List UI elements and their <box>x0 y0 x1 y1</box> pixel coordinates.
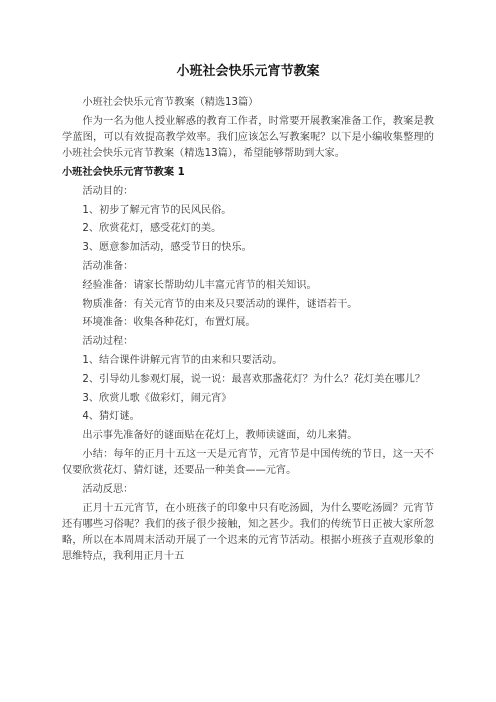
body-paragraph: 经验准备：请家长帮助幼儿丰富元宵节的相关知识。 <box>82 279 317 291</box>
body-paragraph: 出示事先准备好的谜面贴在花灯上，教师读谜面，幼儿来猜。 <box>82 430 358 442</box>
body-paragraph: 活动目的： <box>82 185 134 197</box>
body-paragraph: 2、引导幼儿参观灯展，说一说：最喜欢那盏花灯？为什么？花灯美在哪儿？ <box>82 373 426 385</box>
document-body <box>62 95 434 568</box>
body-paragraph: 活动准备： <box>82 260 134 272</box>
body-paragraph: 物质准备：有关元宵节的由来及只要活动的课件，谜语若干。 <box>82 298 358 310</box>
body-paragraph: 环境准备：收集各种花灯，布置灯展。 <box>82 317 256 329</box>
body-paragraph: 3、欣赏儿歌《做彩灯，闹元宵》 <box>82 392 232 404</box>
section-heading: 小班社会快乐元宵节教案 1 <box>62 167 185 178</box>
body-paragraph: 3、愿意参加活动，感受节日的快乐。 <box>82 242 252 254</box>
body-paragraph: 小结：每年的正月十五这一天是元宵节，元宵节是中国传统的节日，这一天不仅要欣赏花灯、猜灯谜，还要品一种美食——元宵。 <box>62 448 434 477</box>
body-paragraph: 小班社会快乐元宵节教案（精选13篇） <box>82 97 259 108</box>
body-paragraph: 4、猜灯谜。 <box>82 411 140 423</box>
body-paragraph: 正月十五元宵节，在小班孩子的印象中只有吃汤圆，为什么要吃汤圆？元宵节还有哪些习俗呢？我们的孩子很少接触，知之甚少。我们的传统节日正被大家所忽略，所以在本周周末活动开展了一个迟来的元宵节活动。根据小班孩子直观形象的思维特点，我利用正月十五 <box>62 502 434 563</box>
body-paragraph: 1、初步了解元宵节的民风民俗。 <box>82 204 232 216</box>
body-paragraph: 2、欣赏花灯，感受花灯的美。 <box>82 223 222 235</box>
document-title: 小班社会快乐元宵节教案 <box>176 64 320 79</box>
body-paragraph: 作为一名为他人授业解惑的教育工作者，时常要开展教案准备工作，教案是教学蓝图，可以有效提高教学效率。我们应该怎么写教案呢？以下是小编收集整理的小班社会快乐元宵节教案（精选13篇），希望能够帮助到大家。 <box>62 115 434 160</box>
body-paragraph: 活动过程： <box>82 336 134 348</box>
body-paragraph: 活动反思： <box>82 483 134 495</box>
body-paragraph: 1、结合课件讲解元宵节的由来和只要活动。 <box>82 354 283 366</box>
